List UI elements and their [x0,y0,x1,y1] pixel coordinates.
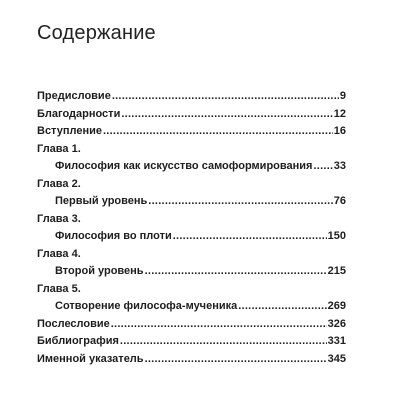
toc-entry [37,298,346,316]
toc-entry [37,333,346,351]
toc-leader-dots [173,228,327,246]
toc-entry-title: Философия как искусство самоформирования [55,160,313,172]
page-title: Содержание [37,22,156,44]
toc-chapter-label: Глава 2. [37,177,81,190]
toc-page-number: 76 [333,195,346,207]
toc-leader-dots [103,123,333,141]
toc-leader-dots [145,263,327,281]
toc-entry-title: Второй уровень [55,265,144,277]
toc-chapter-label: Глава 4. [37,247,81,260]
toc-page-number: 9 [339,90,346,102]
toc-leader-dots [145,351,327,369]
toc-leader-dots [238,298,326,316]
toc-entry-title: Именной указатель [37,352,144,365]
table-of-contents [37,88,346,368]
toc-entry [37,228,346,246]
toc-entry-title: Философия во плоти [55,230,172,242]
toc-chapter-label: Глава 1. [37,142,81,155]
toc-entry-title: Вступление [37,125,102,137]
toc-page-number: 16 [333,125,346,137]
toc-entry [37,106,346,124]
toc-entry [37,88,346,106]
toc-entry [37,193,346,211]
toc-leader-dots [148,193,332,211]
toc-page-number: 326 [327,317,346,330]
toc-leader-dots [121,106,332,124]
toc-chapter-label: Глава 3. [37,212,81,225]
toc-page-number: 215 [327,265,346,277]
toc-entry-title: Послесловие [37,317,110,330]
toc-entry [37,351,346,369]
toc-entry-title: Сотворение философа-мученика [55,300,238,312]
toc-entry-title: Предисловие [37,90,111,102]
toc-leader-dots [112,88,339,106]
toc-page-number: 12 [333,107,346,120]
toc-page-number: 269 [327,300,346,312]
toc-entry [37,158,346,176]
toc-entry [37,123,346,141]
toc-page-number: 331 [327,335,346,347]
toc-page-number: 345 [327,352,346,365]
toc-entry-title: Библиография [37,335,119,347]
toc-entry-title: Первый уровень [55,195,148,207]
toc-leader-dots [120,333,327,351]
toc-chapter-label: Глава 5. [37,282,81,295]
toc-entry-title: Благодарности [37,107,121,120]
toc-entry [37,263,346,281]
toc-entry [37,316,346,334]
toc-page-number: 150 [327,230,346,242]
toc-page-number: 33 [333,160,346,172]
toc-leader-dots [111,316,327,334]
toc-leader-dots [313,158,332,176]
